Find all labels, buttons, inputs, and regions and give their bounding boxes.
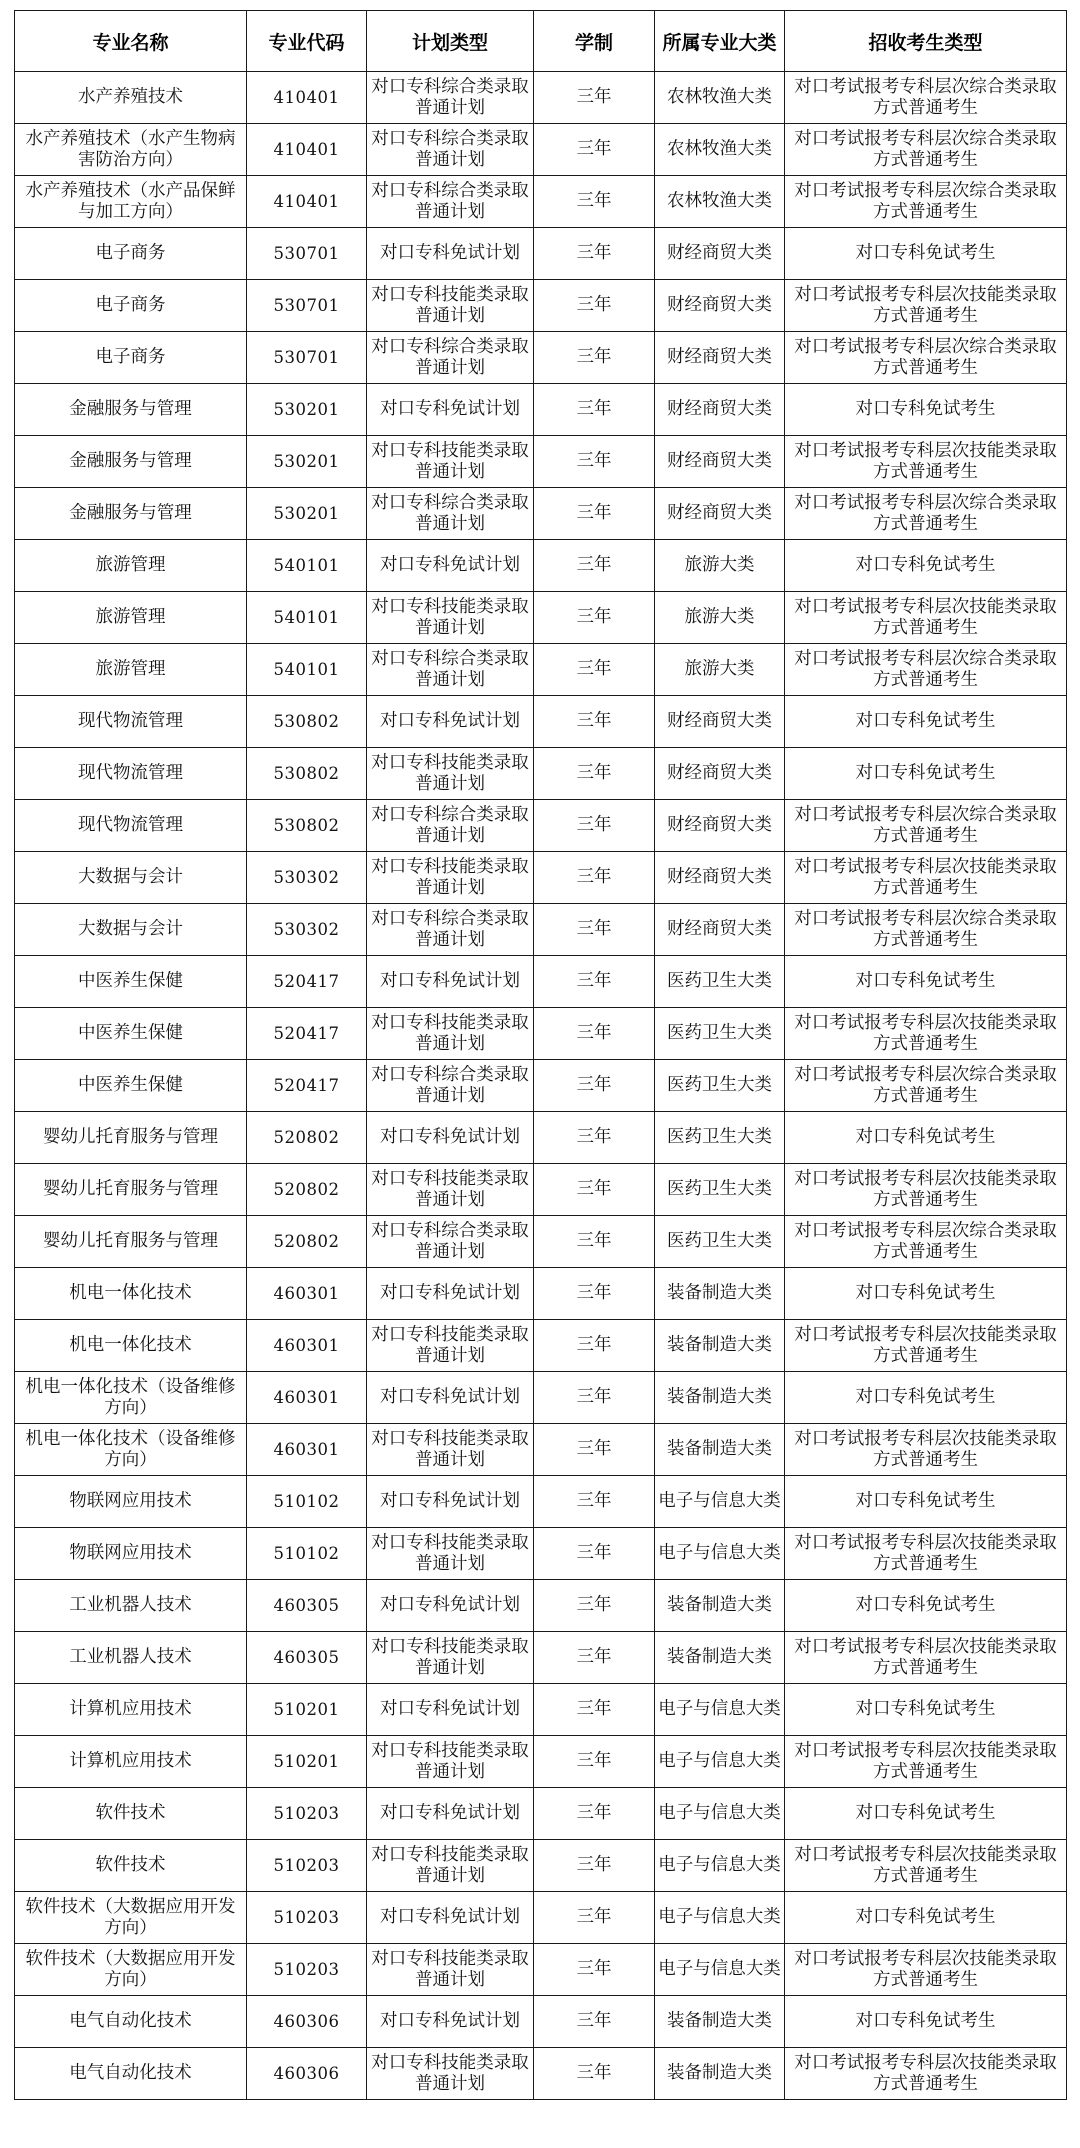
cell-category: 旅游大类 [655,592,785,644]
cell-category: 财经商贸大类 [655,748,785,800]
cell-major-code: 540101 [247,644,367,696]
cell-duration: 三年 [534,1268,655,1320]
cell-major-name: 金融服务与管理 [15,436,247,488]
cell-applicant-type: 对口专科免试考生 [785,1788,1067,1840]
cell-duration: 三年 [534,1112,655,1164]
table-row [15,1320,1067,1372]
cell-duration: 三年 [534,124,655,176]
cell-plan-type: 对口专科技能类录取普通计划 [367,592,534,644]
cell-category: 医药卫生大类 [655,1216,785,1268]
cell-duration: 三年 [534,488,655,540]
cell-applicant-type: 对口考试报考专科层次技能类录取方式普通考生 [785,436,1067,488]
cell-duration: 三年 [534,1684,655,1736]
cell-category: 电子与信息大类 [655,1476,785,1528]
cell-plan-type: 对口专科技能类录取普通计划 [367,280,534,332]
cell-major-name: 工业机器人技术 [15,1632,247,1684]
cell-plan-type: 对口专科技能类录取普通计划 [367,1528,534,1580]
cell-major-code: 410401 [247,176,367,228]
cell-applicant-type: 对口考试报考专科层次技能类录取方式普通考生 [785,1840,1067,1892]
cell-plan-type: 对口专科技能类录取普通计划 [367,1424,534,1476]
cell-plan-type: 对口专科免试计划 [367,1788,534,1840]
cell-major-code: 530802 [247,800,367,852]
cell-applicant-type: 对口专科免试考生 [785,696,1067,748]
header-category: 所属专业大类 [655,11,785,72]
cell-applicant-type: 对口专科免试考生 [785,384,1067,436]
cell-duration: 三年 [534,228,655,280]
cell-major-name: 物联网应用技术 [15,1476,247,1528]
cell-major-code: 520802 [247,1216,367,1268]
cell-major-code: 530802 [247,696,367,748]
table-row [15,1736,1067,1788]
cell-major-code: 520417 [247,956,367,1008]
cell-major-code: 510203 [247,1944,367,1996]
table-row [15,488,1067,540]
cell-duration: 三年 [534,800,655,852]
cell-major-code: 510102 [247,1528,367,1580]
enrollment-table [14,10,1067,2100]
cell-major-name: 机电一体化技术（设备维修方向） [15,1424,247,1476]
cell-category: 农林牧渔大类 [655,176,785,228]
cell-category: 医药卫生大类 [655,1008,785,1060]
table-row [15,72,1067,124]
cell-plan-type: 对口专科技能类录取普通计划 [367,1164,534,1216]
cell-category: 电子与信息大类 [655,1736,785,1788]
cell-plan-type: 对口专科免试计划 [367,1112,534,1164]
cell-plan-type: 对口专科综合类录取普通计划 [367,1216,534,1268]
table-header-row [15,11,1067,72]
cell-duration: 三年 [534,644,655,696]
table-row [15,1528,1067,1580]
cell-major-name: 婴幼儿托育服务与管理 [15,1216,247,1268]
cell-duration: 三年 [534,1320,655,1372]
cell-category: 财经商贸大类 [655,384,785,436]
cell-plan-type: 对口专科免试计划 [367,1580,534,1632]
cell-major-code: 510203 [247,1788,367,1840]
cell-plan-type: 对口专科免试计划 [367,696,534,748]
cell-major-code: 530201 [247,384,367,436]
table-row [15,540,1067,592]
cell-category: 财经商贸大类 [655,280,785,332]
cell-category: 医药卫生大类 [655,1164,785,1216]
cell-plan-type: 对口专科综合类录取普通计划 [367,488,534,540]
cell-duration: 三年 [534,1580,655,1632]
cell-applicant-type: 对口考试报考专科层次综合类录取方式普通考生 [785,800,1067,852]
cell-major-code: 520802 [247,1164,367,1216]
cell-applicant-type: 对口考试报考专科层次技能类录取方式普通考生 [785,1944,1067,1996]
cell-major-code: 460305 [247,1632,367,1684]
cell-major-code: 410401 [247,124,367,176]
cell-applicant-type: 对口考试报考专科层次技能类录取方式普通考生 [785,1632,1067,1684]
cell-applicant-type: 对口专科免试考生 [785,1372,1067,1424]
cell-applicant-type: 对口专科免试考生 [785,228,1067,280]
cell-major-code: 510203 [247,1892,367,1944]
table-row [15,1788,1067,1840]
cell-category: 装备制造大类 [655,1580,785,1632]
cell-major-code: 520417 [247,1008,367,1060]
cell-plan-type: 对口专科免试计划 [367,1996,534,2048]
cell-applicant-type: 对口专科免试考生 [785,540,1067,592]
cell-major-name: 大数据与会计 [15,852,247,904]
cell-duration: 三年 [534,1736,655,1788]
table-row [15,1476,1067,1528]
cell-applicant-type: 对口考试报考专科层次综合类录取方式普通考生 [785,1216,1067,1268]
cell-plan-type: 对口专科免试计划 [367,1372,534,1424]
cell-category: 装备制造大类 [655,1320,785,1372]
cell-major-name: 金融服务与管理 [15,384,247,436]
cell-plan-type: 对口专科综合类录取普通计划 [367,332,534,384]
cell-applicant-type: 对口考试报考专科层次综合类录取方式普通考生 [785,488,1067,540]
cell-plan-type: 对口专科免试计划 [367,228,534,280]
cell-duration: 三年 [534,176,655,228]
table-row [15,1580,1067,1632]
cell-major-name: 计算机应用技术 [15,1736,247,1788]
cell-category: 农林牧渔大类 [655,124,785,176]
cell-category: 电子与信息大类 [655,1892,785,1944]
cell-major-name: 水产养殖技术（水产品保鲜与加工方向） [15,176,247,228]
cell-applicant-type: 对口考试报考专科层次综合类录取方式普通考生 [785,176,1067,228]
cell-applicant-type: 对口考试报考专科层次技能类录取方式普通考生 [785,1736,1067,1788]
cell-major-name: 婴幼儿托育服务与管理 [15,1164,247,1216]
cell-plan-type: 对口专科免试计划 [367,384,534,436]
cell-major-name: 软件技术（大数据应用开发方向） [15,1892,247,1944]
cell-category: 医药卫生大类 [655,1060,785,1112]
cell-duration: 三年 [534,748,655,800]
cell-major-code: 530701 [247,280,367,332]
cell-plan-type: 对口专科免试计划 [367,1892,534,1944]
cell-category: 财经商贸大类 [655,436,785,488]
cell-duration: 三年 [534,1060,655,1112]
cell-applicant-type: 对口考试报考专科层次综合类录取方式普通考生 [785,124,1067,176]
cell-major-name: 软件技术 [15,1840,247,1892]
cell-duration: 三年 [534,1840,655,1892]
cell-plan-type: 对口专科综合类录取普通计划 [367,1060,534,1112]
cell-duration: 三年 [534,592,655,644]
cell-duration: 三年 [534,72,655,124]
cell-major-name: 电气自动化技术 [15,1996,247,2048]
table-row [15,1840,1067,1892]
cell-major-name: 电子商务 [15,280,247,332]
header-plan-type: 计划类型 [367,11,534,72]
header-major-name: 专业名称 [15,11,247,72]
cell-duration: 三年 [534,1528,655,1580]
cell-plan-type: 对口专科技能类录取普通计划 [367,852,534,904]
cell-major-code: 520417 [247,1060,367,1112]
header-applicant-type: 招收考生类型 [785,11,1067,72]
cell-major-name: 现代物流管理 [15,800,247,852]
header-duration: 学制 [534,11,655,72]
cell-applicant-type: 对口专科免试考生 [785,956,1067,1008]
cell-category: 电子与信息大类 [655,1788,785,1840]
cell-major-code: 460301 [247,1320,367,1372]
cell-applicant-type: 对口考试报考专科层次技能类录取方式普通考生 [785,1320,1067,1372]
cell-duration: 三年 [534,332,655,384]
document-page [14,10,1066,2100]
cell-major-code: 530701 [247,228,367,280]
cell-duration: 三年 [534,696,655,748]
cell-major-name: 电子商务 [15,332,247,384]
table-row [15,332,1067,384]
cell-major-name: 水产养殖技术 [15,72,247,124]
cell-applicant-type: 对口考试报考专科层次技能类录取方式普通考生 [785,1528,1067,1580]
table-row [15,1268,1067,1320]
table-row [15,748,1067,800]
cell-category: 财经商贸大类 [655,696,785,748]
cell-category: 电子与信息大类 [655,1944,785,1996]
cell-plan-type: 对口专科免试计划 [367,1268,534,1320]
table-row [15,904,1067,956]
table-row [15,1112,1067,1164]
table-row [15,1996,1067,2048]
table-row [15,2048,1067,2100]
table-row [15,956,1067,1008]
cell-major-name: 中医养生保健 [15,1008,247,1060]
cell-major-code: 460306 [247,1996,367,2048]
cell-plan-type: 对口专科免试计划 [367,540,534,592]
table-row [15,436,1067,488]
cell-major-name: 工业机器人技术 [15,1580,247,1632]
cell-category: 农林牧渔大类 [655,72,785,124]
cell-major-name: 软件技术 [15,1788,247,1840]
cell-category: 装备制造大类 [655,1372,785,1424]
cell-plan-type: 对口专科技能类录取普通计划 [367,1008,534,1060]
cell-plan-type: 对口专科技能类录取普通计划 [367,2048,534,2100]
table-row [15,1684,1067,1736]
table-row [15,644,1067,696]
cell-major-code: 510201 [247,1684,367,1736]
table-row [15,1164,1067,1216]
cell-major-code: 460301 [247,1424,367,1476]
cell-major-name: 旅游管理 [15,592,247,644]
cell-applicant-type: 对口考试报考专科层次技能类录取方式普通考生 [785,592,1067,644]
cell-plan-type: 对口专科技能类录取普通计划 [367,1736,534,1788]
table-row [15,1008,1067,1060]
table-row [15,1632,1067,1684]
cell-applicant-type: 对口考试报考专科层次综合类录取方式普通考生 [785,644,1067,696]
cell-category: 财经商贸大类 [655,852,785,904]
cell-plan-type: 对口专科综合类录取普通计划 [367,72,534,124]
table-row [15,384,1067,436]
cell-plan-type: 对口专科技能类录取普通计划 [367,1944,534,1996]
cell-major-code: 460301 [247,1372,367,1424]
table-row [15,696,1067,748]
cell-applicant-type: 对口专科免试考生 [785,1684,1067,1736]
cell-applicant-type: 对口考试报考专科层次技能类录取方式普通考生 [785,280,1067,332]
cell-category: 旅游大类 [655,540,785,592]
cell-duration: 三年 [534,1892,655,1944]
cell-category: 装备制造大类 [655,2048,785,2100]
cell-applicant-type: 对口考试报考专科层次技能类录取方式普通考生 [785,2048,1067,2100]
cell-major-name: 现代物流管理 [15,696,247,748]
cell-major-name: 婴幼儿托育服务与管理 [15,1112,247,1164]
cell-plan-type: 对口专科综合类录取普通计划 [367,800,534,852]
cell-plan-type: 对口专科综合类录取普通计划 [367,176,534,228]
cell-category: 财经商贸大类 [655,332,785,384]
table-row [15,852,1067,904]
table-row [15,176,1067,228]
table-row [15,1060,1067,1112]
cell-applicant-type: 对口专科免试考生 [785,1268,1067,1320]
cell-applicant-type: 对口专科免试考生 [785,748,1067,800]
cell-plan-type: 对口专科技能类录取普通计划 [367,1632,534,1684]
cell-plan-type: 对口专科综合类录取普通计划 [367,904,534,956]
cell-category: 电子与信息大类 [655,1684,785,1736]
cell-plan-type: 对口专科技能类录取普通计划 [367,436,534,488]
cell-major-name: 电气自动化技术 [15,2048,247,2100]
cell-duration: 三年 [534,384,655,436]
cell-duration: 三年 [534,1424,655,1476]
cell-plan-type: 对口专科免试计划 [367,1476,534,1528]
cell-category: 财经商贸大类 [655,904,785,956]
cell-category: 装备制造大类 [655,1632,785,1684]
cell-duration: 三年 [534,1944,655,1996]
cell-applicant-type: 对口专科免试考生 [785,1892,1067,1944]
cell-major-code: 510203 [247,1840,367,1892]
table-row [15,1944,1067,1996]
cell-duration: 三年 [534,1788,655,1840]
cell-duration: 三年 [534,1476,655,1528]
cell-major-code: 460306 [247,2048,367,2100]
header-major-code: 专业代码 [247,11,367,72]
cell-major-code: 530302 [247,904,367,956]
cell-major-name: 计算机应用技术 [15,1684,247,1736]
cell-applicant-type: 对口考试报考专科层次综合类录取方式普通考生 [785,1060,1067,1112]
cell-plan-type: 对口专科免试计划 [367,956,534,1008]
cell-major-name: 软件技术（大数据应用开发方向） [15,1944,247,1996]
cell-duration: 三年 [534,1164,655,1216]
cell-category: 电子与信息大类 [655,1528,785,1580]
cell-duration: 三年 [534,1216,655,1268]
cell-applicant-type: 对口考试报考专科层次综合类录取方式普通考生 [785,904,1067,956]
cell-category: 医药卫生大类 [655,1112,785,1164]
cell-category: 装备制造大类 [655,1424,785,1476]
cell-duration: 三年 [534,1008,655,1060]
cell-major-name: 金融服务与管理 [15,488,247,540]
cell-category: 电子与信息大类 [655,1840,785,1892]
cell-major-code: 530701 [247,332,367,384]
table-row [15,228,1067,280]
cell-major-code: 460301 [247,1268,367,1320]
cell-major-name: 电子商务 [15,228,247,280]
cell-major-name: 大数据与会计 [15,904,247,956]
cell-plan-type: 对口专科免试计划 [367,1684,534,1736]
cell-major-code: 410401 [247,72,367,124]
cell-applicant-type: 对口专科免试考生 [785,1112,1067,1164]
cell-major-code: 530201 [247,436,367,488]
table-body [15,72,1067,2100]
cell-applicant-type: 对口考试报考专科层次技能类录取方式普通考生 [785,1164,1067,1216]
cell-major-code: 540101 [247,540,367,592]
cell-duration: 三年 [534,1996,655,2048]
table-row [15,280,1067,332]
cell-major-code: 530802 [247,748,367,800]
cell-major-name: 水产养殖技术（水产生物病害防治方向） [15,124,247,176]
cell-duration: 三年 [534,540,655,592]
cell-plan-type: 对口专科技能类录取普通计划 [367,1840,534,1892]
cell-category: 装备制造大类 [655,1268,785,1320]
cell-major-name: 机电一体化技术（设备维修方向） [15,1372,247,1424]
cell-major-code: 510102 [247,1476,367,1528]
cell-category: 旅游大类 [655,644,785,696]
cell-applicant-type: 对口考试报考专科层次综合类录取方式普通考生 [785,332,1067,384]
cell-plan-type: 对口专科综合类录取普通计划 [367,124,534,176]
cell-major-name: 旅游管理 [15,644,247,696]
table-row [15,592,1067,644]
cell-major-name: 现代物流管理 [15,748,247,800]
cell-plan-type: 对口专科技能类录取普通计划 [367,1320,534,1372]
table-row [15,1372,1067,1424]
cell-category: 医药卫生大类 [655,956,785,1008]
cell-major-name: 机电一体化技术 [15,1268,247,1320]
cell-major-code: 540101 [247,592,367,644]
table-row [15,1892,1067,1944]
cell-applicant-type: 对口考试报考专科层次技能类录取方式普通考生 [785,1424,1067,1476]
cell-major-name: 物联网应用技术 [15,1528,247,1580]
cell-category: 装备制造大类 [655,1996,785,2048]
cell-duration: 三年 [534,2048,655,2100]
table-row [15,124,1067,176]
cell-duration: 三年 [534,1372,655,1424]
cell-duration: 三年 [534,956,655,1008]
cell-category: 财经商贸大类 [655,228,785,280]
cell-major-code: 460305 [247,1580,367,1632]
cell-applicant-type: 对口专科免试考生 [785,1476,1067,1528]
cell-category: 财经商贸大类 [655,488,785,540]
cell-major-code: 520802 [247,1112,367,1164]
cell-major-code: 510201 [247,1736,367,1788]
table-row [15,1424,1067,1476]
cell-applicant-type: 对口考试报考专科层次综合类录取方式普通考生 [785,72,1067,124]
cell-applicant-type: 对口专科免试考生 [785,1996,1067,2048]
cell-plan-type: 对口专科综合类录取普通计划 [367,644,534,696]
cell-major-code: 530302 [247,852,367,904]
cell-duration: 三年 [534,904,655,956]
cell-duration: 三年 [534,436,655,488]
cell-duration: 三年 [534,852,655,904]
cell-duration: 三年 [534,1632,655,1684]
table-row [15,1216,1067,1268]
cell-applicant-type: 对口专科免试考生 [785,1580,1067,1632]
cell-plan-type: 对口专科技能类录取普通计划 [367,748,534,800]
cell-category: 财经商贸大类 [655,800,785,852]
cell-major-name: 中医养生保健 [15,956,247,1008]
cell-major-code: 530201 [247,488,367,540]
cell-applicant-type: 对口考试报考专科层次技能类录取方式普通考生 [785,852,1067,904]
cell-major-name: 旅游管理 [15,540,247,592]
cell-major-name: 中医养生保健 [15,1060,247,1112]
cell-major-name: 机电一体化技术 [15,1320,247,1372]
table-row [15,800,1067,852]
cell-duration: 三年 [534,280,655,332]
cell-applicant-type: 对口考试报考专科层次技能类录取方式普通考生 [785,1008,1067,1060]
